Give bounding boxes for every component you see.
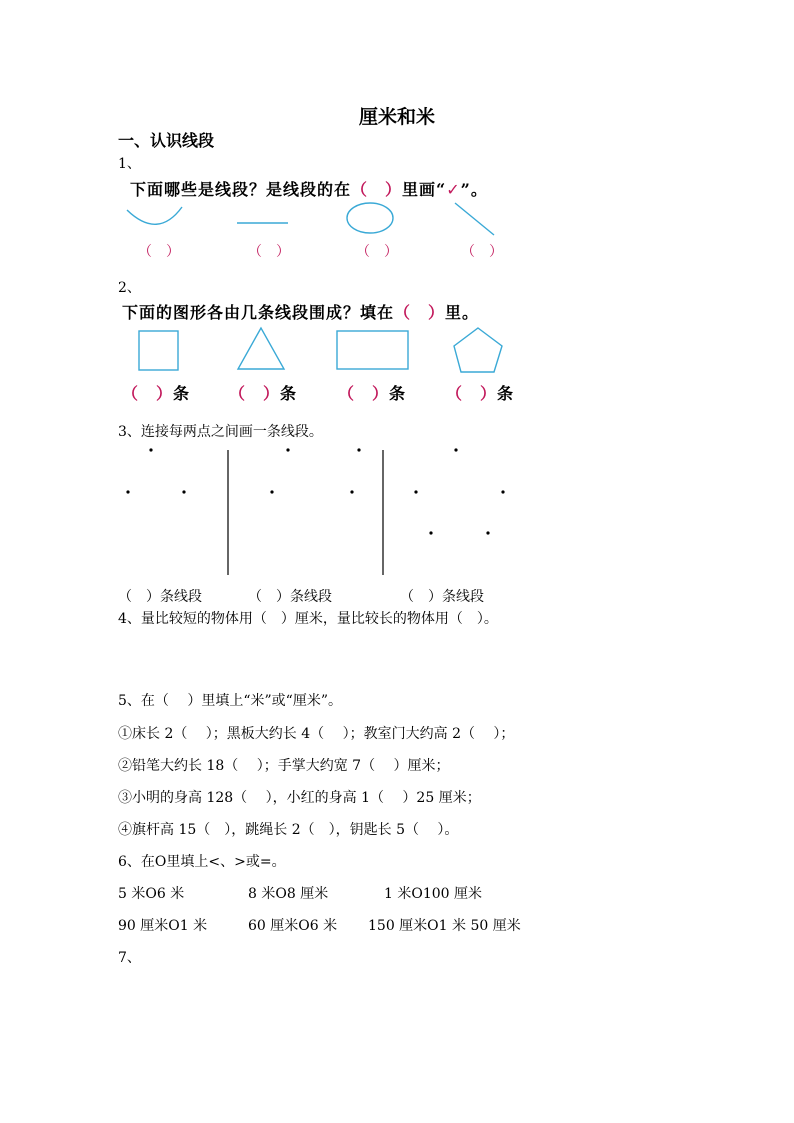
q3-answer-2[interactable]: （ ）条线段 — [248, 589, 332, 605]
q2-answer-unit: 条 — [173, 384, 191, 403]
dot[interactable] — [357, 448, 360, 451]
q6-item: 150 厘米O1 米 50 厘米 — [368, 918, 521, 934]
q4-prompt: 4、量比较短的物体用（ ）厘米，量比较长的物体用（ ）。 — [118, 611, 498, 627]
q5-line-4: ④旗杆高 15（ ），跳绳长 2（ ），钥匙长 5（ ）。 — [118, 822, 459, 838]
q3-answer-3[interactable]: （ ）条线段 — [400, 589, 484, 605]
dot[interactable] — [486, 531, 489, 534]
section-heading: 一、认识线段 — [118, 131, 215, 150]
q2-answer-unit: 条 — [389, 384, 407, 403]
q2-prompt-part: 下面的图形各由几条线段围成？填在 — [122, 303, 395, 322]
q5-line-1: ①床长 2（ ）；黑板大约长 4（ ）；教室门大约高 2（ ）； — [118, 726, 515, 742]
dot[interactable] — [270, 490, 273, 493]
dot[interactable] — [149, 448, 152, 451]
q1-prompt-part: 下面哪些是线段？是线段的在 — [130, 180, 352, 199]
q1-answer-2[interactable]: （ ） — [248, 244, 290, 260]
dot[interactable] — [429, 531, 432, 534]
q6-prompt: 6、在O里填上<、>或=。 — [118, 854, 286, 870]
q1-answer-3[interactable]: （ ） — [356, 244, 398, 260]
q2-prompt-paren: （ ） — [394, 303, 446, 322]
dot[interactable] — [286, 448, 289, 451]
dot[interactable] — [182, 490, 185, 493]
dot[interactable] — [501, 490, 504, 493]
q3-prompt: 3、连接每两点之间画一条线段。 — [118, 424, 323, 440]
q1-prompt-part: 里画“ — [402, 180, 447, 199]
q1-number: 1、 — [118, 156, 141, 172]
q5-line-2: ②铅笔大约长 18（ ）；手掌大约宽 7（ ）厘米； — [118, 758, 450, 774]
q6-item: 1 米O100 厘米 — [384, 886, 483, 902]
q3-answer-1[interactable]: （ ）条线段 — [118, 589, 202, 605]
q2-answer-paren[interactable]: （ ） — [122, 384, 174, 403]
q5-line-3: ③小明的身高 128（ ），小红的身高 1（ ）25 厘米； — [118, 790, 481, 806]
q6-item: 8 米O8 厘米 — [248, 886, 329, 902]
q2-prompt-part: 里。 — [445, 303, 480, 322]
page-title: 厘米和米 — [358, 106, 435, 128]
check-icon: ✓ — [446, 180, 461, 199]
dot[interactable] — [350, 490, 353, 493]
q6-item: 90 厘米O1 米 — [118, 918, 208, 934]
q2-answer-unit: 条 — [497, 384, 515, 403]
q2-answer-paren[interactable]: （ ） — [229, 384, 281, 403]
dot[interactable] — [414, 490, 417, 493]
q6-item: 60 厘米O6 米 — [248, 918, 338, 934]
dot[interactable] — [126, 490, 129, 493]
q2-answer-unit: 条 — [280, 384, 298, 403]
q6-item: 5 米O6 米 — [118, 886, 185, 902]
dot[interactable] — [454, 448, 457, 451]
q1-prompt-part: ”。 — [460, 180, 488, 199]
q2-answer-paren[interactable]: （ ） — [338, 384, 390, 403]
q1-prompt-paren: （ ） — [351, 180, 403, 199]
q1-answer-4[interactable]: （ ） — [461, 244, 503, 260]
q2-number: 2、 — [118, 280, 141, 296]
q2-answer-paren[interactable]: （ ） — [446, 384, 498, 403]
q5-prompt: 5、在（ ）里填上“米”或“厘米”。 — [118, 693, 342, 709]
q7-number: 7、 — [118, 950, 141, 966]
q1-answer-1[interactable]: （ ） — [138, 244, 180, 260]
